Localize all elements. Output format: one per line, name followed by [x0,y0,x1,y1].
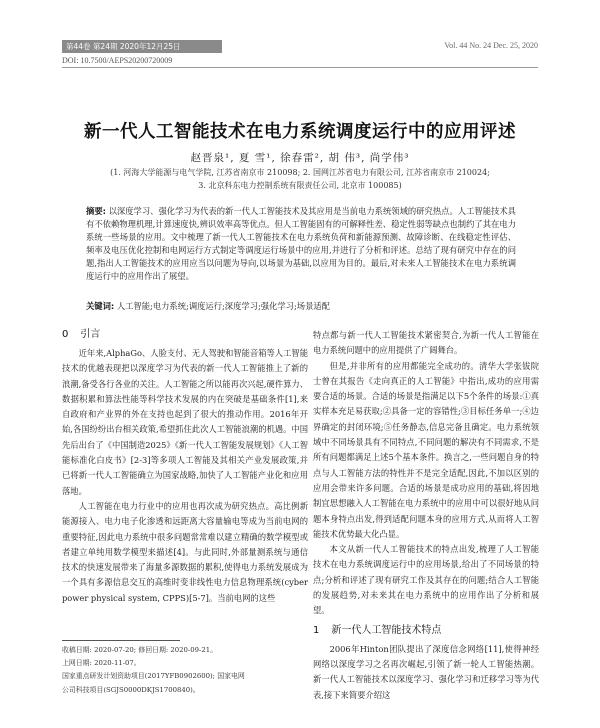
body-paragraph: 人工智能在电力行业中的应用也再次成为研究热点。高比例新能源接入、电力电子化渗透和远距离大容量输电等成为当前电网的重要特征,因此电力系统中很多问题常常难以建立精确的数学模型或者建立单纯用数学模型来描述[4]。与此同时,外部量测系统与通信技术的快速发展带来了海量多源数据的累积,使得电力系统发展成为一个具有多源信息交互的高维时变非线性电力信息物理系统(cyber power physical system, CPPS)[5-7]。当前电网的这些 [62,500,308,603]
body-paragraph: 2006年Hinton团队提出了深度信念网络[11],使得神经网络以深度学习之名再次崛起,引领了新一轮人工智能热潮。新一代人工智能技术以深度学习、强化学习和迁移学习等为代表,接下来简要介绍这 [313,643,539,700]
section-title: 新一代人工智能技术特点 [331,624,442,636]
keywords-text: 人工智能;电力系统;调度运行;深度学习;强化学习;场景适配 [116,301,330,311]
section-heading-introduction [62,328,308,342]
keywords [86,300,516,313]
author-list: 赵晋泉¹, 夏 雪¹, 徐春雷², 胡 伟³, 尚学伟³ [190,152,410,164]
footnote-funding-cont: 公司科技项目(SGJS0000DKJS1700840)。 [62,685,200,694]
abstract-label: 摘要: [86,206,106,216]
body-paragraph: 特点都与新一代人工智能技术紧密契合,为新一代人工智能在电力系统问题中的应用提供了广阔舞台。 [313,330,539,356]
body-paragraph: 但是,并非所有的应用都能完全成功的。清华大学张钹院士曾在其报告《走向真正的人工智能》中指出,成功的应用需要合适的场景。合适的场景是指满足以下5个条件的场景:①真实样本充足易获取;②具备一定的容错性;③目标任务单一;④边界确定的封闭环境;⑤任务静态,信息完备且确定。电力系统领域中不同场景具有不同特点,不同问题的解决有不同需求,不是所有问题都满足上述5个基本条件。换言之,一些问题自身的特点与人工智能方法的特性并不是完全适配,因此,不加以区别的应用会带来许多问题。合适的场景是成功应用的基础,将因地制宜思想融入人工智能在电力系统中的应用中可以很好地从问题本身特点出发,得到适配问题本身的应用方式,从而将人工智能技术优势最大化凸显。 [313,360,539,539]
abstract-text: 以深度学习、强化学习为代表的新一代人工智能技术及其应用是当前电力系统领域的研究热点。人工智能技术具有不依赖物理机理,计算速度快,辨识效率高等优点。但人工智能固有的可解释性差、稳定性弱等缺点也制约了其在电力系统一些场景的应用。文中梳理了新一代人工智能技术在电力系统负荷和新能源预测、故障诊断、在线稳定性评估、频率及电压优化控制和电网运行方式制定等调度运行场景中的应用,并进行了分析和评述。总结了现有研究中存在的问题,指出人工智能技术的应用应当以问题为导向,以场景为基础,以应用为目的。最后,对未来人工智能技术在电力系统调度运行中的应用作出了展望。 [86,206,516,282]
paper-title: 新一代人工智能技术在电力系统调度运行中的应用评述 [84,122,516,142]
footnote-online-date: 上网日期: 2020-11-07。 [62,659,141,668]
footnote-received-date: 收稿日期: 2020-07-20; 修回日期: 2020-09-21。 [62,646,218,654]
affiliation-line-2: 3. 北京科东电力控制系统有限责任公司, 北京市 100085) [198,181,402,190]
section-title: 引言 [80,329,101,340]
keywords-label: 关键词: [86,301,115,311]
journal-volume-reference: Vol. 44 No. 24 Dec. 25, 2020 [444,41,538,50]
footnote-funding: 国家重点研发计划资助项目(2017YFB0902600); 国家电网 [62,672,245,681]
journal-issue-badge: 第44卷 第24期 2020年12月25日 [62,40,222,53]
footnote-rule [62,640,180,641]
left-column [62,328,308,606]
abstract [86,205,516,284]
body-paragraph: 本文从新一代人工智能技术的特点出发,梳理了人工智能技术在电力系统调度运行中的应用场景,给出了不同场景的特点;分析和评述了现有研究工作及其存在的问题;结合人工智能的发展趋势,对未来其在电力系统中的应用作出了分析和展望。 [313,544,539,616]
section-number: 0 [62,329,69,340]
footnotes [62,644,308,697]
body-paragraph: 近年来,AlphaGo、人脸支付、无人驾驶和智能音箱等人工智能技术的优越表现把以深度学习为代表的新一代人工智能推上了新的浪潮,备受各行各业的关注。人工智能之所以能再次兴起,硬件算力、数据积累和算法性能等科学技术发展的内在突破是基础条件[1],来自政府和产业界的外在支持也起到了很大的推动作用。2016年开始,各国纷纷出台相关政策,希望抓住此次人工智能浪潮的机遇。中国先后出台了《中国制造2025》《新一代人工智能发展规划》《人工智能标准化白皮书》[2-3]等多项人工智能及其相关产业发展政策,并已将新一代人工智能确立为国家战略,加快了人工智能产业化和应用落地。 [62,348,308,496]
right-column [313,328,539,703]
header-rule [62,67,538,68]
section-heading-ai-features [313,624,539,638]
affiliation-line-1: (1. 河海大学能源与电气学院, 江苏省南京市 210098; 2. 国网江苏省电力有限公司, 江苏省南京市 210024; [110,168,490,177]
section-number: 1 [313,624,320,636]
doi[interactable]: DOI: 10.7500/AEPS20200720009 [62,56,173,65]
